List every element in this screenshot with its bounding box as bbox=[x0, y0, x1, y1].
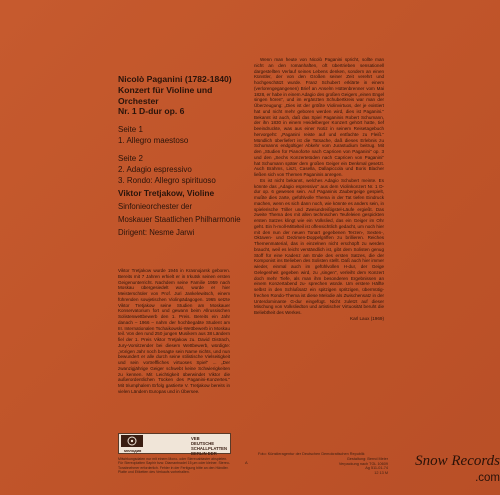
work-key: Nr. 1 D-dur op. 6 bbox=[118, 106, 185, 116]
label-line-3: SCHALLPLATTEN bbox=[191, 446, 227, 451]
conductor-credit: Dirigent: Nesme Jarwi bbox=[118, 227, 195, 237]
credit-photo: Foto: Künstleragentur der Deutschen Demokratischen Republik bbox=[258, 452, 365, 456]
melodiya-logo-text: мелодия bbox=[124, 448, 142, 453]
pressing-stamp: A bbox=[245, 460, 248, 465]
side-2-track-2: 2. Adagio espressivo bbox=[118, 164, 192, 174]
watermark-line-2: .com bbox=[475, 472, 500, 484]
soloist-credit: Viktor Tretjakow, Violine bbox=[118, 187, 215, 198]
liner-notes bbox=[254, 57, 384, 322]
program-block bbox=[118, 74, 241, 238]
liner-notes-signature: Karl Laux (1969) bbox=[350, 315, 384, 321]
side-1-track-1: 1. Allegro maestoso bbox=[118, 135, 189, 145]
label-publisher bbox=[191, 436, 231, 456]
credit-design: Gestaltung: Bernd Meier bbox=[346, 456, 388, 461]
watermark-line-1: Snow Records bbox=[415, 453, 500, 469]
label-logo-box bbox=[118, 433, 231, 454]
credit-packaging: Verpackung nach TGL 10609 bbox=[338, 461, 388, 466]
label-line-2: DEUTSCHE bbox=[191, 441, 215, 446]
side-2-track-3: 3. Rondo: Allegro spirituoso bbox=[118, 175, 216, 185]
orchestra-line-1: Sinfonieorchester der bbox=[118, 201, 193, 211]
credit-license: Ag 511-01-74 bbox=[365, 466, 388, 471]
side-2-label: Seite 2 bbox=[118, 153, 143, 163]
liner-notes-paragraph-1: Wenn man heute von Nicolò Paganini spricht, sollte man nicht an den romanhaften, oft übertrieben sensationell dargestellten Verlauf seines Lebens denken, sondern an einen Künstler, der von den Großen seiner Zeit verehrt und hochgeschätzt wurde. Franz Schubert erklärte in einem (verlorengegangenen) Brief an Anselm Hüttenbrenner vom Mai 1828, er habe in einem Adagio des großen Geigers „einen Engel singen hören", und im ergänzten Schubertkreis war man der Überzeugung: „Dies ist der größte Violinvirtuos, der je existiert hat und nicht mehr geboren werden wird, dies ist Paganini." Bekannt ist auch, daß das Spiel Paganinis Robert Schumann, der ihn 1830 in einem Heidelberger Konzert gehört hatte, tief beeindruckte, was aus einer Notiz in seinem Reisetagebuch hervorgeht: „Paganini reiste auf und entfachte zu Fleiß." Mündlich überliefert ist die Tatsache, daß dieses Erlebnis zu Schumanns endgültiger Abkehr vom Jurastudium beitrug. Mit den „Studien für Pianoforte nach Capricen von Paganini" op. 3 und den „Sechs Konzertetüden nach Capricen von Paganini" hat Schumann später dem großen Geiger ein Denkmal gesetzt. Auch Brahms, Liszt, Casella, Dallapiccola und Boris Blacher ließen sich von Themen Paganinis anregen. bbox=[254, 57, 384, 177]
composer-name: Nicolò Paganini (1782-1840) bbox=[118, 74, 232, 84]
soloist-biography: Viktor Tretjakow wurde 1946 in Krasnojarsk geboren. Bereits mit 7 Jahren erhielt er in Irkutsk seinen ersten Geigenunterricht. Nachdem seine Familie 1959 nach Moskau übergesiedelt war, wurde er hier Meisterschüler von Prof. Juri Jankelewitsch, einem führenden sowjetischen Violinpädagogen. 1965 setzte Viktor Tretjakow seine Studien am Moskauer Konservatorium fort und gewann beim Allrussischen Solistenwettbewerb den 1. Preis. Bereits ein Jahr danach – 1966 – nahm der hochbegabte Student am III. Internationalen Tschaikowski-Wettbewerb in Moskau teil. Von den rund 250 jungen Musikern aus 38 Ländern fiel der 1. Preis Viktor Tretjakow zu. David Oistrach, Jury-Vorsitzender bei diesem Wettbewerb, würdigte: „Vorigen Jahr noch besagte sein Name nichts, und nun bewundert er alle durch seine stilistische Vielseitigkeit und sein vortreffliches virtuoses Spiel" ... „Der zwanzigjährige Geiger schwebt keine Schwierigkeiten zu kennen. Mit Leichtigkeit überwindet Viktor die außerordentlichen Tücken des Paganini-Konzertes." Mit triumphalem Erfolg gastierte V. Tretjakow bereits in vielen Ländern Europas und in Übersee. bbox=[118, 268, 230, 394]
work-title: Konzert für Violine und Orchester bbox=[118, 85, 213, 106]
shop-watermark bbox=[360, 454, 500, 494]
credit-code: 12 13 M bbox=[374, 471, 388, 476]
label-line-1: VEB bbox=[191, 436, 200, 441]
side-1-label: Seite 1 bbox=[118, 124, 143, 134]
liner-notes-paragraph-2: Es ist nicht bekannt, welches Adagio Schubert meinte. Es könnte das „Adagio espressivo" aus dem Violinkonzert Nr. 1 D-dur op. 6 gewesen sein. Auf Paganinis Zaubergeige gespielt, mußte dies zarte, gefühlvolle Thema in der Tat tiefen Eindruck machen, wenn es sich dann noch, wie könnte es anders sein, in spielerische Triller und Zweiundreißigstel-Läufe ergießt. Das zweite Thema des mit allen technischen Teufeleien gespickten ersten Satzes klingt wie ein Volkslied, das ein Geiger im Ohr geht. Ein h-moll-Mittelteil ist offensichtlich gedacht, um noch hier mit den nun der neuen Tonart gegebenen Terzen-, Sexten-, Oktaven- und Dezimen-Doppelgriffen zu brillieren. Reiches Themenmaterial, das in einzelnen nicht erschöpft zu werden braucht, weil es leicht verständlich ist, gibt dem Solisten genug Stoff für eine Kadenz am Ende des ersten Satzes, die der Komponist ins Belieben des Solisten stellt. Daß auch hier immer wieder, einmal auch im gefühlvollen H-dur, der Geige Gelegenheit gegeben wird, zu „singen", verleiht dem Konzert doch mehr Tiefe, als man ihm besonderen Ergebnissen an einem Konzertabend zu- sprechen würde. Um erstere Hälfte selbst in den Schlußsatz ein spitzigen spritzigen, übermütig-frechen Rondo-Thema ist diese Melodie als Zwischensatz in der Unterdominante G-dur eingefügt. Nicht zuletzt auf dieser Mischung von Volksliedton und artistischer Virtuosität beruht die Beliebtheit des Werkes. bbox=[254, 177, 384, 315]
orchestra-line-2: Moskauer Staatlichen Philharmonie bbox=[118, 214, 241, 224]
playback-footnote: Mitwirkungsdaten nur mit einem Mono- oder Stereoabtaster abspielen. Für Stereoplatten Saphir bzw. Diamantnadel 15 μm oder kleiner. Stereo-Tonabnehmer erforderlich. Fehler in der Fertigung bitte an den Händler. Platte und Etiketten des Verkaufs vorbehalten. bbox=[118, 457, 230, 474]
label-line-4: BERLIN DDR bbox=[191, 451, 217, 456]
